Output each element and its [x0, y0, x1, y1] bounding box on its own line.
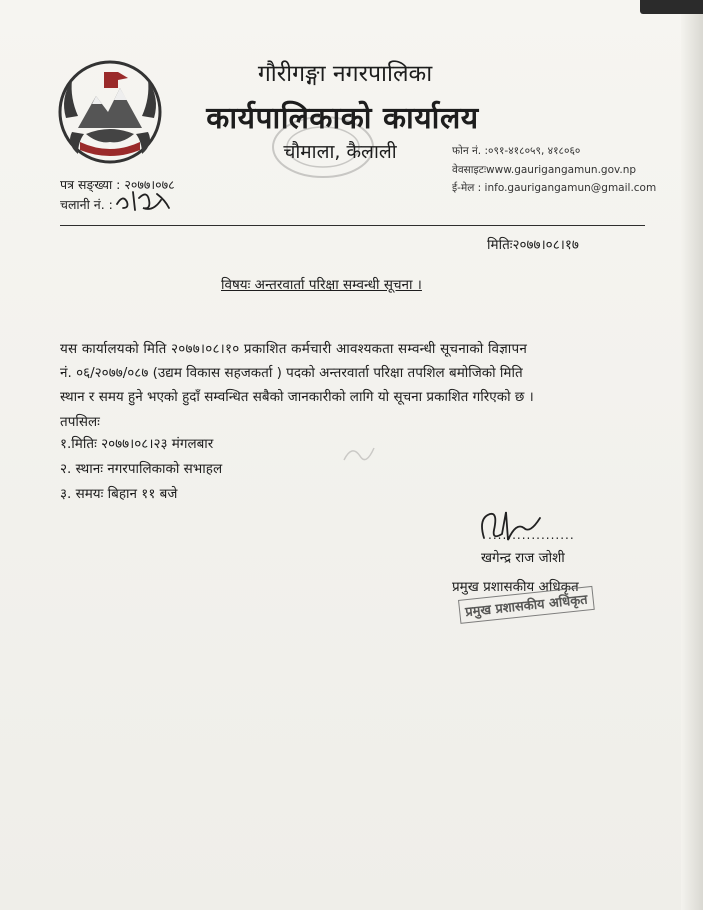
body-line: नं. ०६/२०७७/०८७ (उद्यम विकास सहजकर्ता ) पदको अन्तरवार्ता परिक्षा तपशिल बमोजिको मिति: [60, 365, 523, 381]
dispatch-number: चलानी नं. :: [60, 197, 113, 212]
details-item-place: २. स्थानः नगरपालिकाको सभाहल: [60, 461, 223, 477]
details-label: तपसिलः: [60, 414, 100, 430]
email-link[interactable]: ई-मेल : info.gaurigangamun@gmail.com: [452, 182, 657, 194]
signer-name: खगेन्द्र राज जोशी: [481, 550, 565, 566]
details-item-time: ३. समयः बिहान ११ बजे: [60, 486, 178, 502]
handwritten-dispatch-number-icon: [113, 186, 175, 214]
office-name: कार्यपालिकाको कार्यालय: [206, 101, 479, 136]
phone-number: फोन नं. :०९१-४१८०५९, ४१८०६०: [452, 145, 581, 157]
signer-designation: प्रमुख प्रशासकीय अधिकृत: [452, 579, 579, 595]
government-emblem-icon: [56, 58, 164, 166]
body-line: स्थान र समय हुने भएको हुदाँ सम्वन्धित सबैको जानकारीको लागि यो सूचना प्रकाशित गरिएको छ ।: [60, 389, 534, 405]
organization-name: गौरीगङ्गा नगरपालिका: [257, 61, 433, 87]
body-line: यस कार्यालयको मिति २०७७।०८।१० प्रकाशित कर्मचारी आवश्यकता सम्वन्धी सूचनाको विज्ञापन: [60, 341, 528, 357]
subject-line: विषयः अन्तरवार्ता परिक्षा सम्वन्धी सूचना ।: [221, 277, 422, 293]
header-divider: [60, 225, 645, 226]
scan-shadow: [640, 0, 703, 14]
letter-number: पत्र सङ्ख्या : २०७७।०७८: [60, 177, 175, 192]
designation-stamp: प्रमुख प्रशासकीय अधिकृत: [458, 586, 595, 624]
signature-line: ..................: [488, 528, 575, 542]
scan-edge: [681, 0, 703, 910]
details-item-date: १.मितिः २०७७।०८।२३ मंगलबार: [60, 436, 214, 452]
faint-bleed-mark-icon: [340, 440, 380, 468]
website-link[interactable]: वेवसाइटःwww.gaurigangamun.gov.np: [452, 164, 637, 176]
office-address: चौमाला, कैलाली: [283, 141, 397, 163]
letter-date: मितिः२०७७।०८।१७: [487, 237, 579, 253]
